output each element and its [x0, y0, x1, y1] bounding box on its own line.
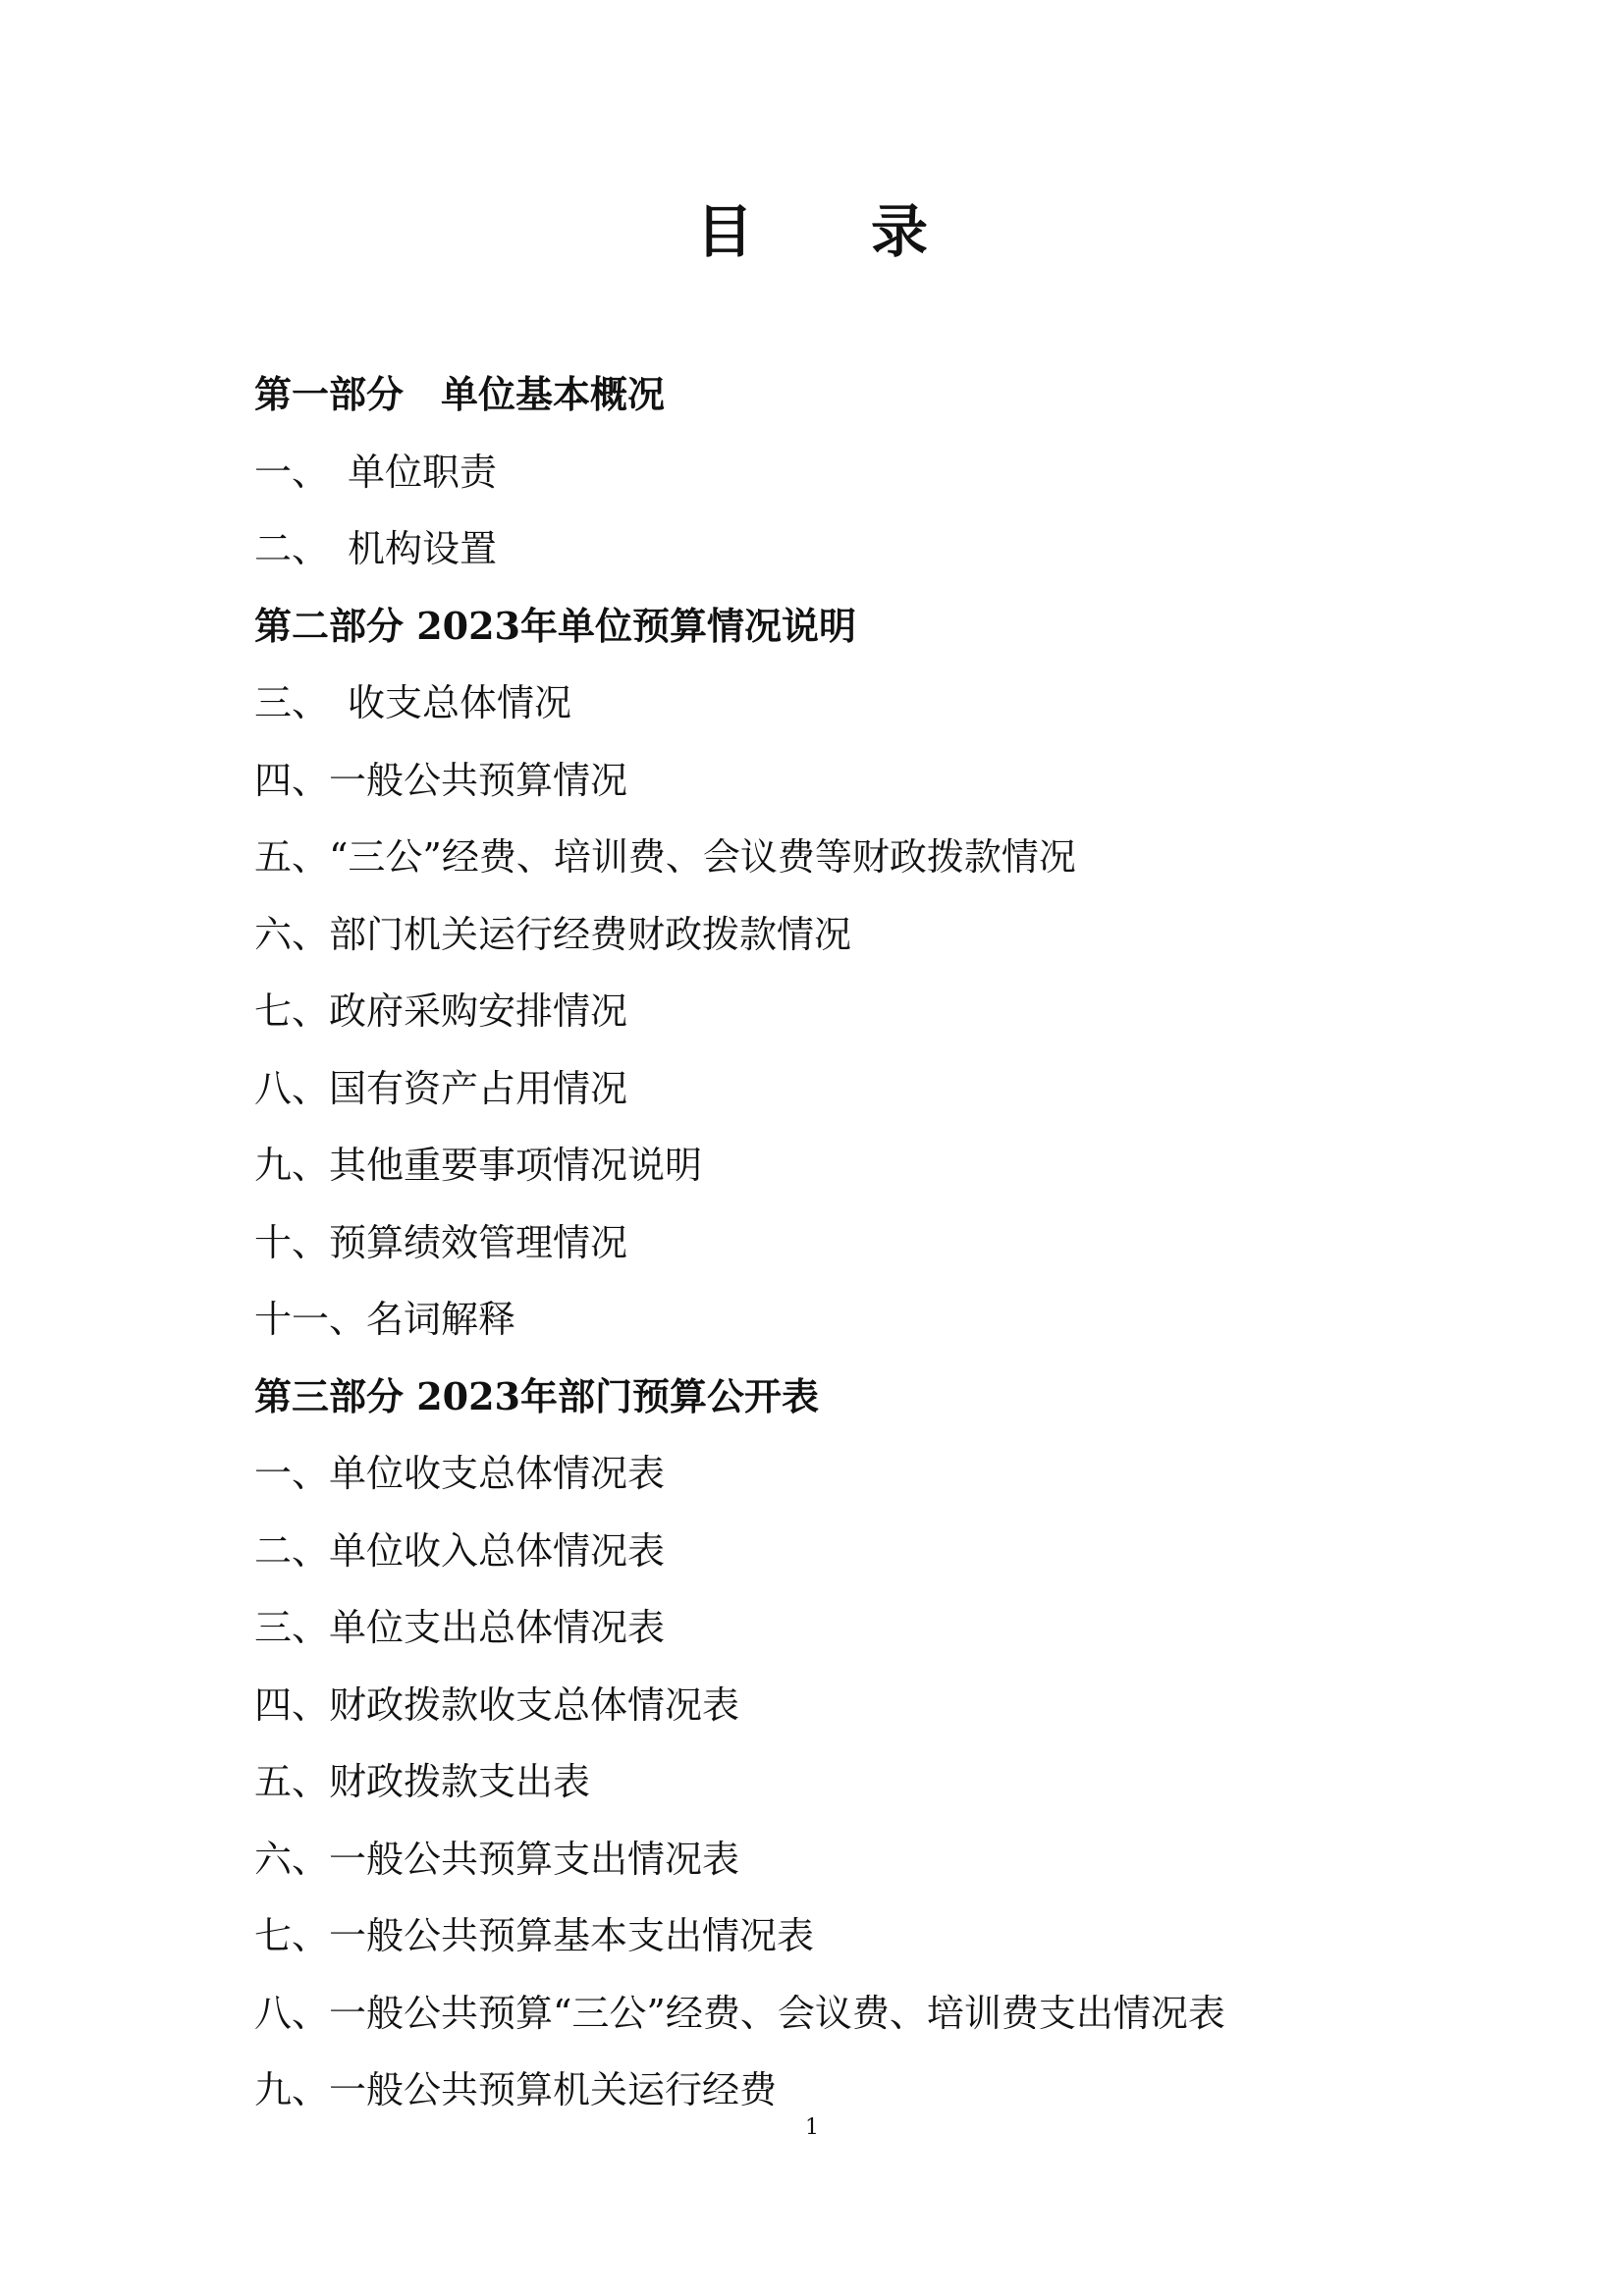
page-number: 1	[805, 2115, 819, 2140]
toc-part-heading: 第一部分 单位基本概况	[254, 372, 666, 416]
toc-item: 八、国有资产占用情况	[254, 1066, 628, 1110]
toc-item: 五、财政拨款支出表	[254, 1760, 591, 1803]
toc-item: 五、“三公”经费、培训费、会议费等财政拨款情况	[254, 835, 1076, 879]
toc-item: 一、单位收支总体情况表	[254, 1452, 666, 1495]
toc-item: 四、财政拨款收支总体情况表	[254, 1682, 740, 1727]
toc-item: 七、政府采购安排情况	[254, 989, 628, 1033]
title-char-2: 录	[871, 197, 929, 265]
toc-item: 二、单位收入总体情况表	[254, 1528, 666, 1573]
toc-item: 六、部门机关运行经费财政拨款情况	[254, 912, 852, 956]
toc-item: 九、其他重要事项情况说明	[254, 1144, 703, 1187]
toc-item: 十、预算绩效管理情况	[254, 1220, 628, 1264]
toc-item: 六、一般公共预算支出情况表	[254, 1837, 740, 1881]
toc-part-heading: 第二部分 2023年单位预算情况说明	[254, 603, 856, 648]
toc-item: 九、一般公共预算机关运行经费	[254, 2068, 778, 2111]
table-of-contents	[254, 356, 1433, 2129]
title-char-1: 目	[695, 197, 753, 265]
toc-item: 四、一般公共预算情况	[254, 758, 628, 802]
toc-item: 七、一般公共预算基本支出情况表	[254, 1914, 815, 1957]
toc-item: 八、一般公共预算“三公”经费、会议费、培训费支出情况表	[254, 1991, 1225, 2035]
toc-item: 一、 单位职责	[254, 450, 498, 494]
toc-item: 二、 机构设置	[254, 527, 498, 570]
toc-item: 十一、名词解释	[254, 1298, 516, 1341]
toc-part-heading: 第三部分 2023年部门预算公开表	[254, 1373, 819, 1418]
toc-item: 三、 收支总体情况	[254, 681, 572, 724]
page-title	[0, 197, 1624, 265]
toc-item: 三、单位支出总体情况表	[254, 1606, 666, 1649]
